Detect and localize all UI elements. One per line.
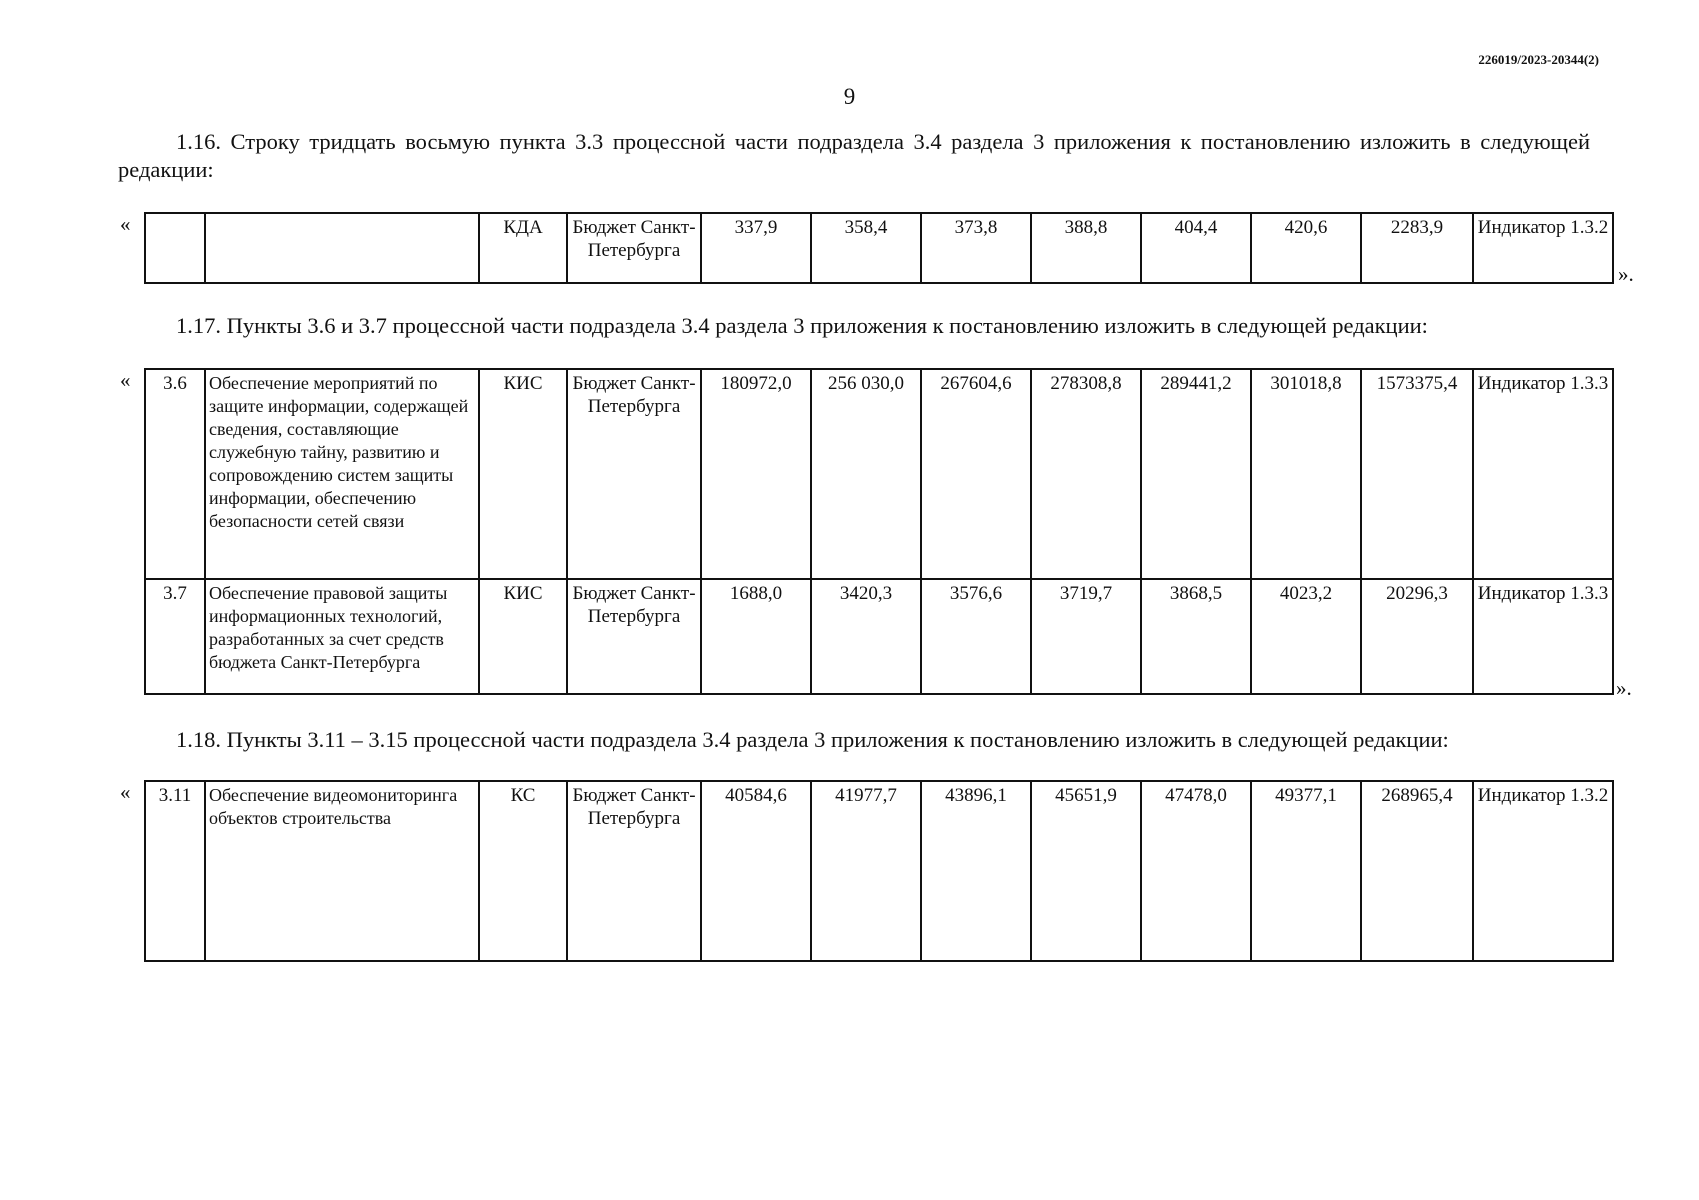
paragraph-1-17: 1.17. Пункты 3.6 и 3.7 процессной части подраздела 3.4 раздела 3 приложения к постановлению изложить в следующей редакции: [176, 313, 1428, 338]
table-row [145, 579, 1613, 694]
cell-executor: КИС [479, 579, 567, 694]
cell-value: 41977,7 [811, 781, 921, 961]
cell-value: 3719,7 [1031, 579, 1141, 694]
cell-value: 388,8 [1031, 213, 1141, 283]
table-row [145, 213, 1613, 283]
cell-item-name [205, 213, 479, 283]
table-1-17 [144, 368, 1614, 695]
cell-indicator: Индикатор 1.3.3 [1473, 579, 1613, 694]
cell-value: 3420,3 [811, 579, 921, 694]
cell-item-number: 3.6 [145, 369, 205, 579]
cell-value: 3868,5 [1141, 579, 1251, 694]
cell-value: 373,8 [921, 213, 1031, 283]
cell-indicator: Индикатор 1.3.2 [1473, 781, 1613, 961]
cell-value: 47478,0 [1141, 781, 1251, 961]
cell-value: 420,6 [1251, 213, 1361, 283]
cell-value: 43896,1 [921, 781, 1031, 961]
cell-value: 404,4 [1141, 213, 1251, 283]
cell-value: 267604,6 [921, 369, 1031, 579]
cell-funding-source: Бюджет Санкт-Петербурга [567, 213, 701, 283]
cell-indicator: Индикатор 1.3.3 [1473, 369, 1613, 579]
quote-open: « [120, 212, 131, 236]
cell-item-number: 3.11 [145, 781, 205, 961]
cell-value: 301018,8 [1251, 369, 1361, 579]
cell-total: 268965,4 [1361, 781, 1473, 961]
cell-funding-source: Бюджет Санкт-Петербурга [567, 369, 701, 579]
cell-value: 45651,9 [1031, 781, 1141, 961]
cell-value: 1688,0 [701, 579, 811, 694]
cell-value: 180972,0 [701, 369, 811, 579]
cell-value: 278308,8 [1031, 369, 1141, 579]
cell-funding-source: Бюджет Санкт-Петербурга [567, 781, 701, 961]
table-1-16 [144, 212, 1614, 284]
cell-item-name: Обеспечение видеомониторинга объектов строительства [205, 781, 479, 961]
cell-value: 358,4 [811, 213, 921, 283]
cell-executor: КДА [479, 213, 567, 283]
cell-total: 2283,9 [1361, 213, 1473, 283]
quote-open: « [120, 780, 131, 804]
cell-item-number [145, 213, 205, 283]
page-number: 9 [843, 84, 856, 109]
cell-funding-source: Бюджет Санкт-Петербурга [567, 579, 701, 694]
paragraph-1-18: 1.18. Пункты 3.11 – 3.15 процессной части подраздела 3.4 раздела 3 приложения к постановлению изложить в следующей редакции: [176, 727, 1449, 752]
cell-value: 49377,1 [1251, 781, 1361, 961]
table-row [145, 781, 1613, 961]
table-row [145, 369, 1613, 579]
cell-item-name: Обеспечение мероприятий по защите информации, содержащей сведения, составляющие служебную тайну, развитию и сопровождению систем защиты информации, обеспечению безопасности сетей связи [205, 369, 479, 579]
cell-value: 256 030,0 [811, 369, 921, 579]
table-1-18 [144, 780, 1614, 962]
cell-value: 4023,2 [1251, 579, 1361, 694]
cell-value: 289441,2 [1141, 369, 1251, 579]
document-id: 226019/2023-20344(2) [1478, 52, 1599, 67]
cell-item-name: Обеспечение правовой защиты информационных технологий, разработанных за счет средств бюджета Санкт-Петербурга [205, 579, 479, 694]
cell-indicator: Индикатор 1.3.2 [1473, 213, 1613, 283]
paragraph-1-16: 1.16. Строку тридцать восьмую пункта 3.3 процессной части подраздела 3.4 раздела 3 приложения к постановлению изложить в следующей редакции: [118, 129, 1590, 182]
cell-value: 337,9 [701, 213, 811, 283]
cell-value: 40584,6 [701, 781, 811, 961]
cell-value: 3576,6 [921, 579, 1031, 694]
cell-executor: КИС [479, 369, 567, 579]
quote-open: « [120, 368, 131, 392]
cell-total: 1573375,4 [1361, 369, 1473, 579]
quote-close: ». [1618, 262, 1634, 286]
cell-item-number: 3.7 [145, 579, 205, 694]
cell-executor: КС [479, 781, 567, 961]
quote-close: ». [1616, 676, 1632, 700]
cell-total: 20296,3 [1361, 579, 1473, 694]
